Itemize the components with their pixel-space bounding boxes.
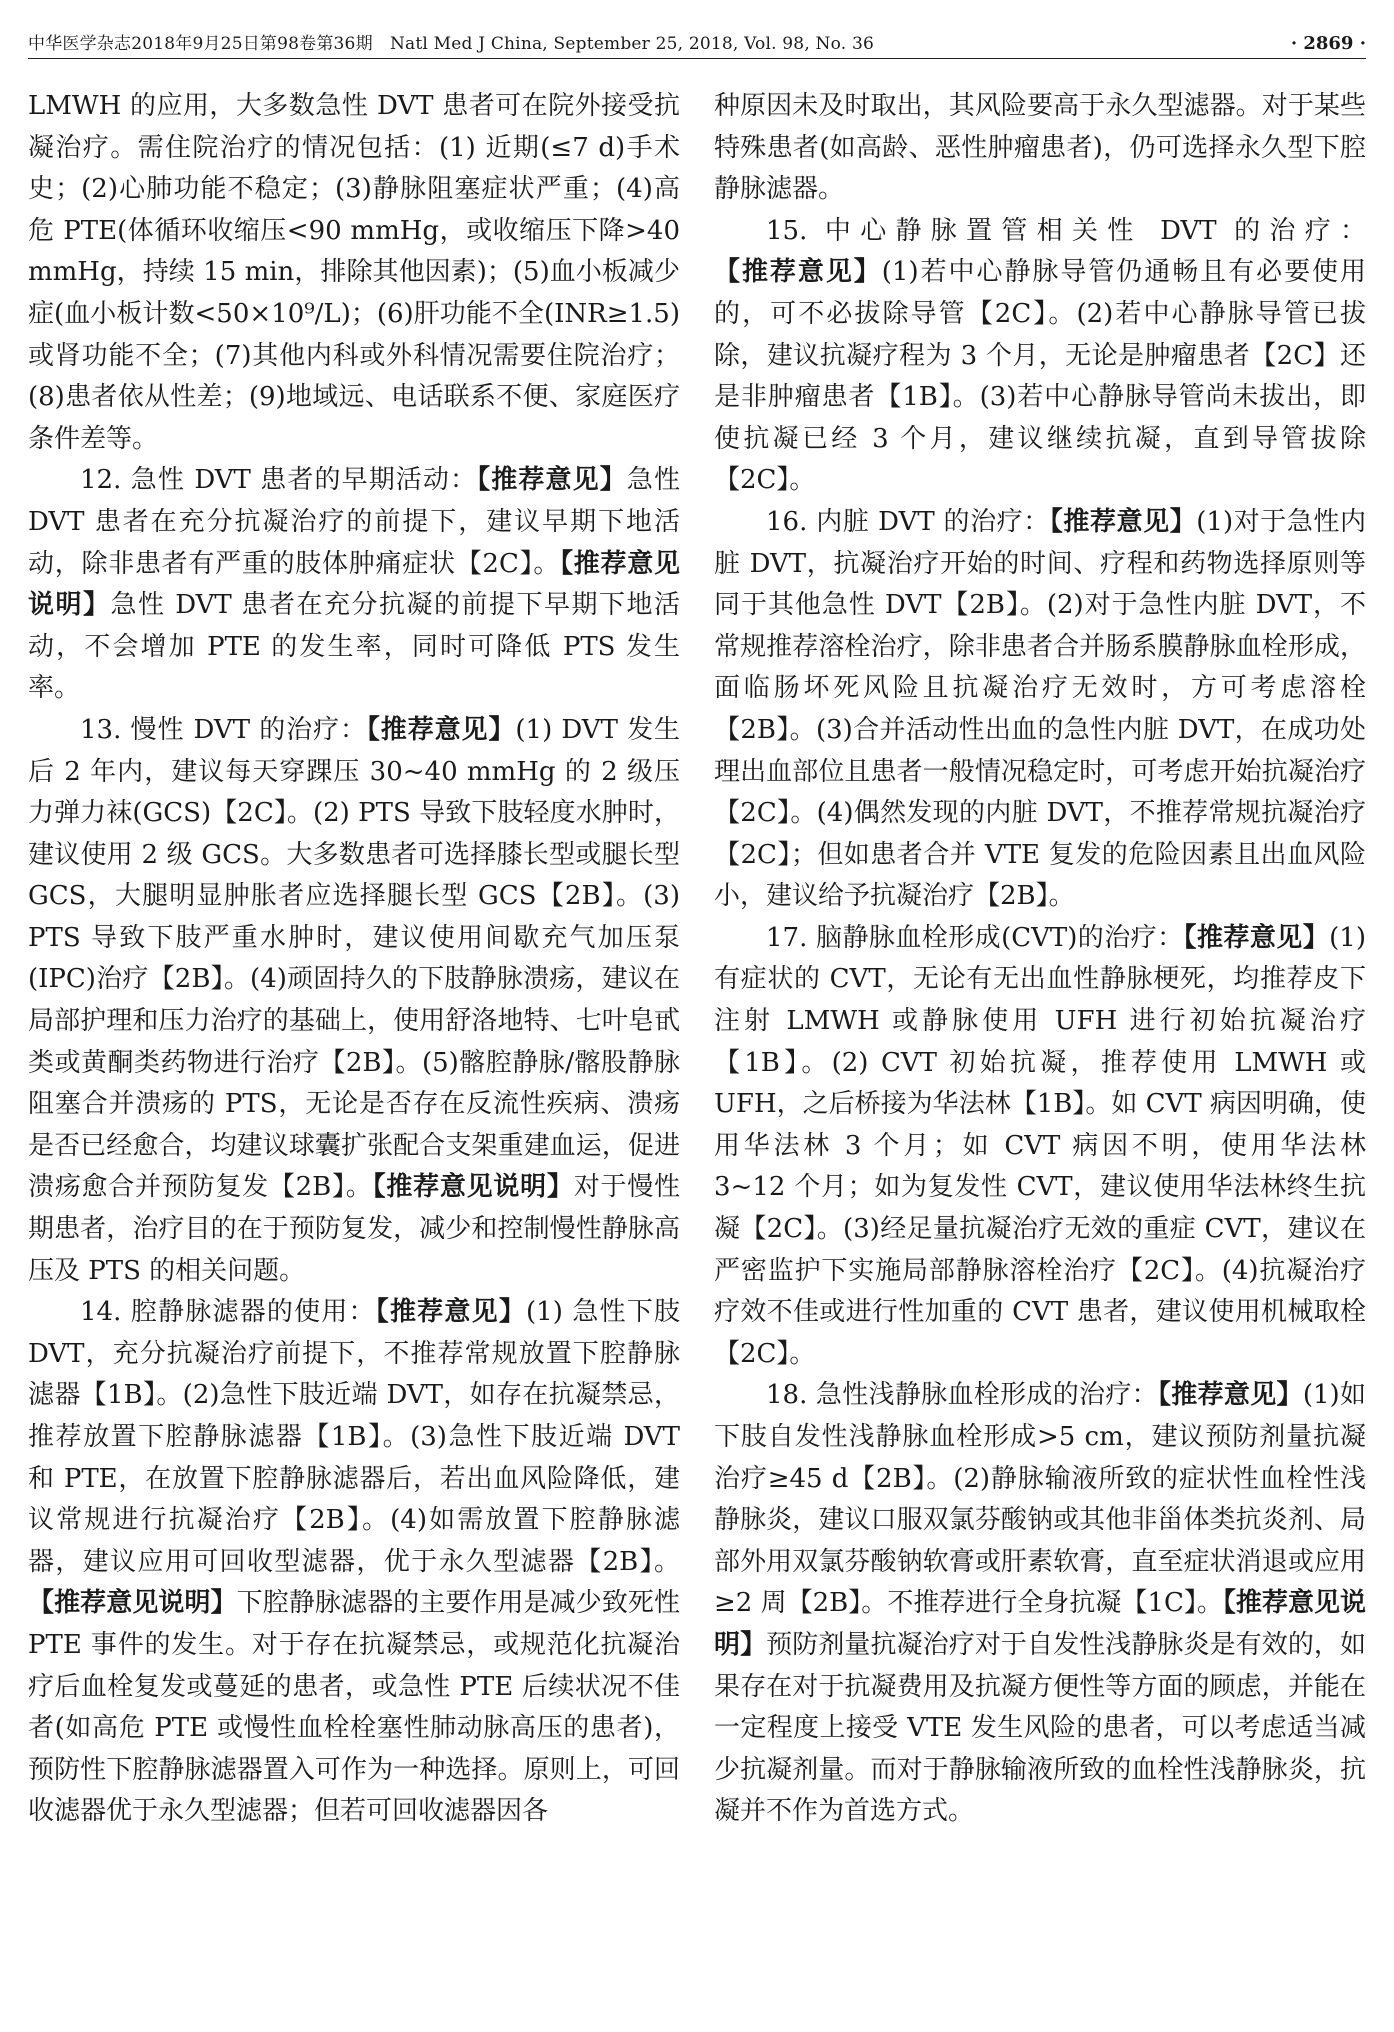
section-heading: 17. 脑静脉血栓形成(CVT)的治疗： — [766, 922, 1184, 953]
journal-citation: 中华医学杂志2018年9月25日第98卷第36期 Natl Med J China, September 25, 2018, Vol. 98, No. 36 — [28, 34, 874, 54]
paragraph-section-15 — [714, 211, 1366, 502]
section-heading: 12. 急性 DVT 患者的早期活动： — [80, 465, 478, 496]
right-column — [714, 86, 1366, 2012]
paragraph-section-14 — [28, 1292, 680, 1833]
running-header — [28, 24, 1366, 59]
left-column — [28, 86, 680, 2012]
recommendation-text: 急性 DVT 患者在充分抗凝治疗的前提下，建议早期下地活动，除非患者有严重的肢体肿痛症状【2C】。 — [28, 465, 680, 579]
explanation-text: 预防剂量抗凝治疗对于自发性浅静脉炎是有效的，如果存在对于抗凝费用及抗凝方便性等方面的顾虑，并能在一定程度上接受 VTE 发生风险的患者，可以考虑适当减少抗凝剂量。而对于静脉输液所致的血栓性浅静脉炎，抗凝并不作为首选方式。 — [714, 1629, 1366, 1827]
explanation-label: 【推荐意见说明】 — [28, 1588, 237, 1619]
paragraph: LMWH 的应用，大多数急性 DVT 患者可在院外接受抗凝治疗。需住院治疗的情况包括：(1) 近期(≤7 d)手术史；(2)心肺功能不稳定；(3)静脉阻塞症状严重；(4)高危 PTE(体循环收缩压<90 mmHg，或收缩压下降>40 mmHg，持续 15 min，排除其他因素)；(5)血小板减少症(血小板计数<50×10⁹/L)；(6)肝功能不全(INR≥1.5)或肾功能不全；(7)其他内科或外科情况需要住院治疗；(8)患者依从性差；(9)地域远、电话联系不便、家庭医疗条件差等。 — [28, 91, 680, 454]
section-heading: 15. 中心静脉置管相关性 DVT 的治疗： — [766, 215, 1366, 246]
page-number: · 2869 · — [1290, 33, 1366, 54]
recommendation-text: (1)若中心静脉导管仍通畅且有必要使用的，可不必拔除导管【2C】。(2)若中心静脉导管已拔除，建议抗凝疗程为 3 个月，无论是肿瘤患者【2C】还是非肿瘤患者【1B】。(3)若中心静脉导管尚未拔出，即使抗凝已经 3 个月，建议继续抗凝，直到导管拔除【2C】。 — [714, 257, 1366, 496]
recommendation-text: (1)对于急性内脏 DVT，抗凝治疗开始的时间、疗程和药物选择原则等同于其他急性 DVT【2B】。(2)对于急性内脏 DVT，不常规推荐溶栓治疗，除非患者合并肠系膜静脉血栓形成，面临肠坏死风险且抗凝治疗无效时，方可考虑溶栓【2B】。(3)合并活动性出血的急性内脏 DVT，在成功处理出血部位且患者一般情况稳定时，可考虑开始抗凝治疗【2C】。(4)偶然发现的内脏 DVT，不推荐常规抗凝治疗【2C】；但如患者合并 VTE 复发的危险因素且出血风险小，建议给予抗凝治疗【2B】。 — [714, 506, 1366, 912]
recommendation-label: 【推荐意见】 — [477, 465, 627, 496]
recommendation-text: (1)有症状的 CVT，无论有无出血性静脉梗死，均推荐皮下注射 LMWH 或静脉使用 UFH 进行初始抗凝治疗【1B】。(2) CVT 初始抗凝，推荐使用 LMWH 或 UFH，之后桥接为华法林【1B】。如 CVT 病因明确，使用华法林 3 个月；如 CVT 病因不明，使用华法林 3~12 个月；如为复发性 CVT，建议使用华法林终生抗凝【2C】。(3)经足量抗凝治疗无效的重症 CVT，建议在严密监护下实施局部静脉溶栓治疗【2C】。(4)抗凝治疗疗效不佳或进行性加重的 CVT 患者，建议使用机械取栓【2C】。 — [714, 922, 1366, 1369]
recommendation-text: (1) DVT 发生后 2 年内，建议每天穿踝压 30~40 mmHg 的 2 级压力弹力袜(GCS)【2C】。(2) PTS 导致下肢轻度水肿时，建议使用 2 级 GCS。大多数患者可选择膝长型或腿长型 GCS，大腿明显肿胀者应选择腿长型 GCS【2B】。(3) PTS 导致下肢严重水肿时，建议使用间歇充气加压泵(IPC)治疗【2B】。(4)顽固持久的下肢静脉溃疡，建议在局部护理和压力治疗的基础上，使用舒洛地特、七叶皂甙类或黄酮类药物进行治疗【2B】。(5)髂腔静脉/髂股静脉阻塞合并溃疡的 PTS，无论是否存在反流性疾病、溃疡是否已经愈合，均建议球囊扩张配合支架重建血运，促进溃疡愈合并预防复发【2B】。 — [28, 714, 680, 1203]
paragraph-section-12 — [28, 460, 680, 710]
paragraph-section-16 — [714, 502, 1366, 918]
paragraph: 种原因未及时取出，其风险要高于永久型滤器。对于某些特殊患者(如高龄、恶性肿瘤患者)，仍可选择永久型下腔静脉滤器。 — [714, 91, 1366, 205]
explanation-text: 对于慢性期患者，治疗目的在于预防复发，减少和控制慢性静脉高压及 PTS 的相关问题。 — [28, 1172, 680, 1286]
recommendation-text: (1) 急性下肢 DVT，充分抗凝治疗前提下，不推荐常规放置下腔静脉滤器【1B】。(2)急性下肢近端 DVT，如存在抗凝禁忌，推荐放置下腔静脉滤器【1B】。(3)急性下肢近端 DVT 和 PTE，在放置下腔静脉滤器后，若出血风险降低，建议常规进行抗凝治疗【2B】。(4)如需放置下腔静脉滤器，建议应用可回收型滤器，优于永久型滤器【2B】。 — [28, 1297, 680, 1577]
explanation-label: 【推荐意见说明】 — [714, 1588, 1366, 1660]
section-heading: 14. 腔静脉滤器的使用： — [80, 1297, 376, 1328]
recommendation-text: (1)如下肢自发性浅静脉血栓形成>5 cm，建议预防剂量抗凝治疗≥45 d【2B】。(2)静脉输液所致的症状性血栓性浅静脉炎，建议口服双氯芬酸钠或其他非甾体类抗炎剂、局部外用双氯芬酸钠软膏或肝素软膏，直至症状消退或应用≥2 周【2B】。不推荐进行全身抗凝【1C】。 — [714, 1380, 1366, 1619]
section-heading: 16. 内脏 DVT 的治疗： — [766, 506, 1050, 537]
explanation-label: 【推荐意见说明】 — [372, 1172, 574, 1203]
recommendation-label: 【推荐意见】 — [1157, 1380, 1303, 1411]
paragraph-section-13 — [28, 710, 680, 1292]
paragraph-section-18 — [714, 1375, 1366, 1833]
paragraph-section-17 — [714, 918, 1366, 1376]
recommendation-label: 【推荐意见】 — [714, 257, 882, 288]
recommendation-label: 【推荐意见】 — [1183, 922, 1330, 953]
explanation-label: 【推荐意见说明】 — [28, 548, 680, 621]
article-body — [28, 86, 1366, 2012]
recommendation-label: 【推荐意见】 — [375, 1297, 527, 1328]
section-heading: 18. 急性浅静脉血栓形成的治疗： — [766, 1380, 1158, 1411]
section-heading: 13. 慢性 DVT 的治疗： — [80, 714, 367, 745]
recommendation-label: 【推荐意见】 — [1049, 506, 1197, 537]
recommendation-label: 【推荐意见】 — [366, 714, 516, 745]
explanation-text: 急性 DVT 患者在充分抗凝的前提下早期下地活动，不会增加 PTE 的发生率，同时可降低 PTS 发生率。 — [28, 590, 680, 704]
explanation-text: 下腔静脉滤器的主要作用是减少致死性 PTE 事件的发生。对于存在抗凝禁忌，或规范化抗凝治疗后血栓复发或蔓延的患者，或急性 PTE 后续状况不佳者(如高危 PTE 或慢性血栓栓塞性肺动脉高压的患者)，预防性下腔静脉滤器置入可作为一种选择。原则上，可回收滤器优于永久型滤器；但若可回收滤器因各 — [28, 1588, 680, 1827]
